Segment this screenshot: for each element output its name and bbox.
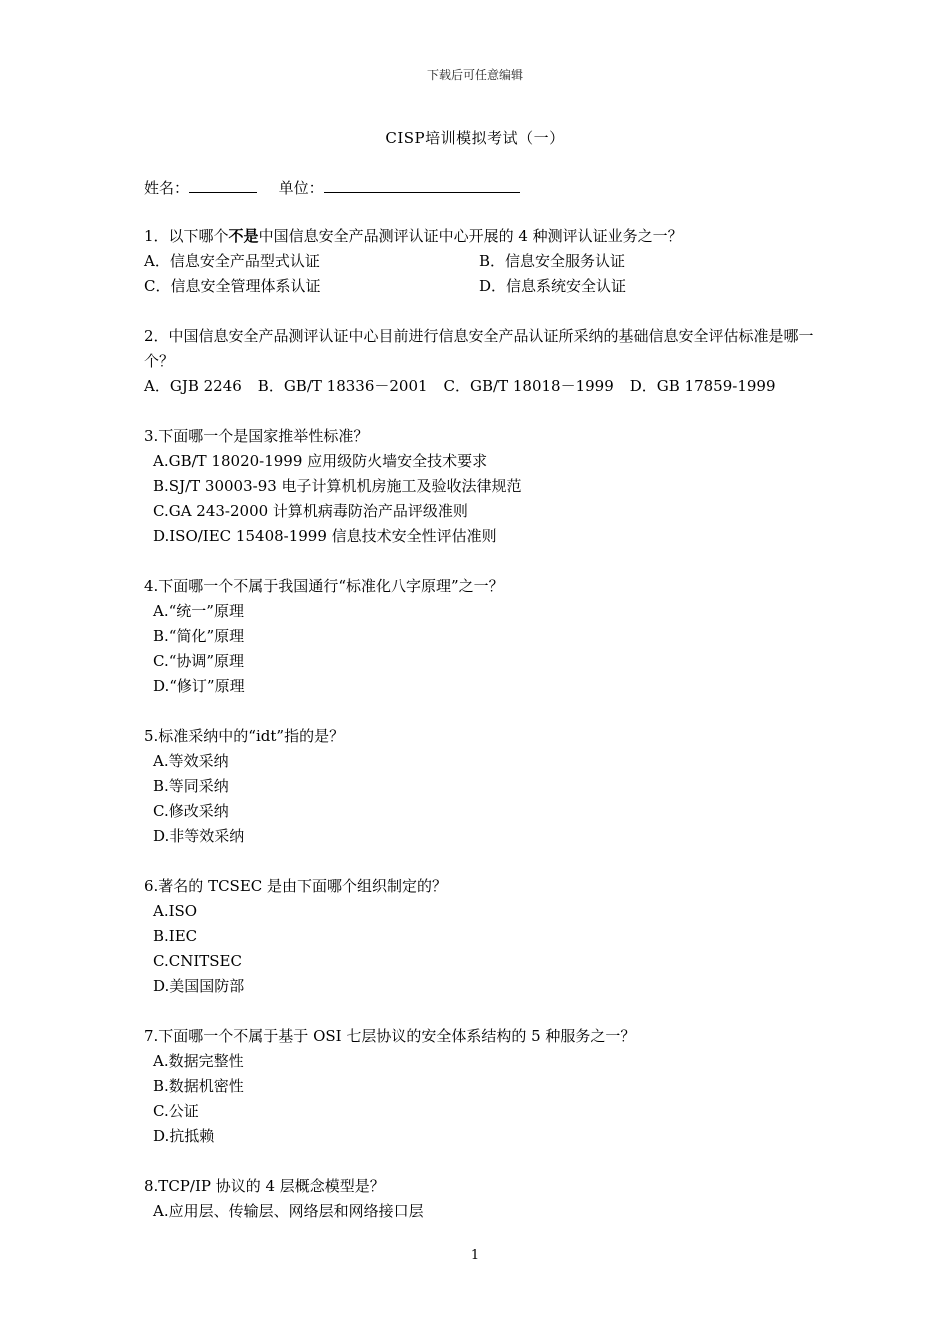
option-c: C．GB/T 18018－1999 xyxy=(443,377,614,395)
option-a: A.GB/T 18020-1999 应用级防火墙安全技术要求 xyxy=(153,452,488,470)
question-7: 7.下面哪一个不属于基于 OSI 七层协议的安全体系结构的 5 种服务之一？ xyxy=(144,1027,636,1045)
option-d: D.美国国防部 xyxy=(153,977,245,995)
question-6: 6.著名的 TCSEC 是由下面哪个组织制定的？ xyxy=(144,877,448,895)
exam-title: CISP培训模拟考试（一） xyxy=(385,129,565,147)
question-1-options-row xyxy=(144,274,824,299)
question-1-prefix: 1．以下哪个 xyxy=(144,227,229,245)
option-d: D.“修订”原理 xyxy=(153,677,245,695)
question-3: 3.下面哪一个是国家推举性标准？ xyxy=(144,427,369,445)
exam-content xyxy=(144,174,824,1224)
question-1-emphasis: 不是 xyxy=(228,227,259,245)
option-c: C.CNITSEC xyxy=(153,952,242,970)
unit-label: 单位： xyxy=(278,179,324,197)
option-c: C.公证 xyxy=(153,1102,199,1120)
option-a: A.数据完整性 xyxy=(153,1052,244,1070)
unit-field[interactable] xyxy=(324,174,520,193)
question-4: 4.下面哪一个不属于我国通行“标准化八字原理”之一？ xyxy=(144,577,504,595)
question-5: 5.标准采纳中的“idt”指的是？ xyxy=(144,727,345,745)
question-2: 2．中国信息安全产品测评认证中心目前进行信息安全产品认证所采纳的基础信息安全评估标准是哪一个？ xyxy=(144,327,814,370)
option-d: D．GB 17859-1999 xyxy=(629,377,776,395)
option-d: D.抗抵赖 xyxy=(153,1127,215,1145)
question-1 xyxy=(144,224,824,249)
option-c: C.“协调”原理 xyxy=(153,652,245,670)
option-a: A.应用层、传输层、网络层和网络接口层 xyxy=(153,1202,424,1220)
option-d: D.非等效采纳 xyxy=(153,827,245,845)
question-1-options-row xyxy=(144,249,824,274)
name-label: 姓名： xyxy=(144,179,190,197)
option-a: A.ISO xyxy=(153,902,198,920)
option-d: D．信息系统安全认证 xyxy=(479,277,627,295)
name-field[interactable] xyxy=(189,174,257,193)
page-number: 1 xyxy=(470,1248,480,1263)
question-2-options-row xyxy=(144,374,824,399)
option-b: B.IEC xyxy=(153,927,198,945)
option-b: B.等同采纳 xyxy=(153,777,229,795)
option-a: A．GJB 2246 xyxy=(144,377,242,395)
option-d: D.ISO/IEC 15408-1999 信息技术安全性评估准则 xyxy=(153,527,497,545)
form-row xyxy=(144,174,824,199)
option-b: B．信息安全服务认证 xyxy=(479,252,626,270)
option-c: C.修改采纳 xyxy=(153,802,229,820)
option-a: A.等效采纳 xyxy=(153,752,229,770)
question-8: 8.TCP/IP 协议的 4 层概念模型是？ xyxy=(144,1177,385,1195)
option-b: B.数据机密性 xyxy=(153,1077,244,1095)
option-a: A．信息安全产品型式认证 xyxy=(144,252,320,270)
option-c: C．信息安全管理体系认证 xyxy=(144,277,321,295)
option-a: A.“统一”原理 xyxy=(153,602,244,620)
question-1-suffix: 中国信息安全产品测评认证中心开展的 4 种测评认证业务之一？ xyxy=(258,227,683,245)
option-b: B.“简化”原理 xyxy=(153,627,245,645)
option-b: B．GB/T 18336－2001 xyxy=(257,377,428,395)
page-header: 下载后可任意编辑 xyxy=(426,68,523,82)
option-b: B.SJ/T 30003-93 电子计算机机房施工及验收法律规范 xyxy=(153,477,522,495)
option-c: C.GA 243-2000 计算机病毒防治产品评级准则 xyxy=(153,502,468,520)
